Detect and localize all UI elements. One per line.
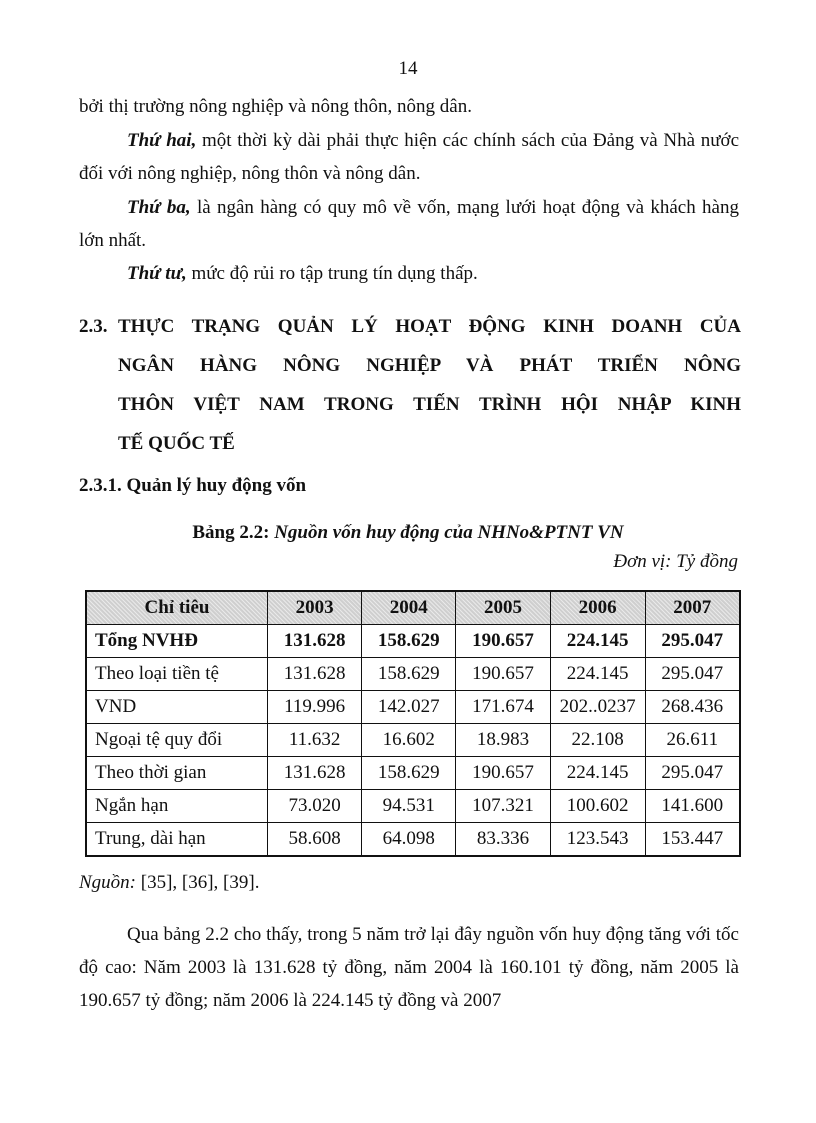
table-cell: 119.996	[268, 691, 362, 724]
table-cell: 224.145	[550, 625, 645, 658]
table-cell: 158.629	[362, 658, 456, 691]
intro-line: bởi thị trường nông nghiệp và nông thôn, nông dân.	[79, 96, 472, 117]
header-cell: 2005	[456, 591, 550, 625]
data-table	[85, 590, 741, 857]
header-cell: 2007	[645, 591, 740, 625]
point-text: mức độ rủi ro tập trung tín dụng thấp.	[186, 263, 478, 284]
table-cell: 131.628	[268, 625, 362, 658]
table-cell: 131.628	[268, 757, 362, 790]
point-lead: Thứ tư,	[127, 263, 187, 284]
table-cell: 131.628	[268, 658, 362, 691]
table-cell: 22.108	[550, 724, 645, 757]
section-heading-line: TẾ QUỐC TẾ	[118, 433, 235, 454]
row-label: Theo loại tiền tệ	[86, 658, 268, 691]
section-heading-line: THÔN VIỆT NAM TRONG TIẾN TRÌNH HỘI NHẬP KINH	[118, 394, 741, 415]
table-cell: 26.611	[645, 724, 740, 757]
table-row	[86, 724, 740, 757]
row-label: Tổng NVHĐ	[86, 625, 268, 658]
point-text: một thời kỳ dài phải thực hiện các chính sách của Đảng và Nhà nước đối với nông nghiệp, nông thôn và nông dân.	[79, 130, 740, 184]
table-cell: 153.447	[645, 823, 740, 857]
table-cell: 295.047	[645, 757, 740, 790]
table-cell: 141.600	[645, 790, 740, 823]
table-cell: 268.436	[645, 691, 740, 724]
table-caption-label: Bảng 2.2:	[192, 522, 270, 543]
row-label: VND	[86, 691, 268, 724]
header-cell: Chỉ tiêu	[86, 591, 268, 625]
point-text: là ngân hàng có quy mô về vốn, mạng lưới hoạt động và khách hàng lớn nhất.	[79, 197, 739, 251]
point-second	[79, 124, 739, 190]
table-row	[86, 757, 740, 790]
table-cell: 16.602	[362, 724, 456, 757]
table-cell: 64.098	[362, 823, 456, 857]
table-cell: 224.145	[550, 658, 645, 691]
table-unit: Đơn vị: Tỷ đồng	[613, 551, 738, 572]
table-header-row	[86, 591, 740, 625]
table-cell: 83.336	[456, 823, 550, 857]
section-number: 2.3.	[79, 316, 108, 337]
table-cell: 11.632	[268, 724, 362, 757]
table-row	[86, 691, 740, 724]
header-cell: 2006	[550, 591, 645, 625]
table-cell: 142.027	[362, 691, 456, 724]
row-label: Ngắn hạn	[86, 790, 268, 823]
table-row	[86, 790, 740, 823]
table-cell: 18.983	[456, 724, 550, 757]
table-caption-title: Nguồn vốn huy động của NHNo&PTNT VN	[269, 522, 624, 543]
table-cell: 100.602	[550, 790, 645, 823]
point-third	[79, 191, 739, 257]
source-label: Nguồn:	[79, 872, 136, 893]
table-cell: 190.657	[456, 658, 550, 691]
table-cell: 202..0237	[550, 691, 645, 724]
page-number: 14	[398, 58, 418, 79]
table-cell: 73.020	[268, 790, 362, 823]
table-source	[79, 872, 259, 894]
table-cell: 171.674	[456, 691, 550, 724]
header-cell: 2004	[362, 591, 456, 625]
table-cell: 158.629	[362, 625, 456, 658]
section-heading-line: 2.3. THỰC TRẠNG QUẢN LÝ HOẠT ĐỘNG KINH DOANH CỦA	[79, 307, 741, 346]
row-label: Ngoại tệ quy đổi	[86, 724, 268, 757]
table-cell: 295.047	[645, 625, 740, 658]
point-fourth	[79, 257, 739, 290]
point-lead: Thứ hai,	[127, 130, 197, 151]
sub-heading: 2.3.1. Quản lý huy động vốn	[79, 475, 307, 496]
table-cell: 107.321	[456, 790, 550, 823]
table-cell: 224.145	[550, 757, 645, 790]
row-label: Theo thời gian	[86, 757, 268, 790]
row-label: Trung, dài hạn	[86, 823, 268, 857]
header-cell: 2003	[268, 591, 362, 625]
table-cell: 295.047	[645, 658, 740, 691]
table-cell: 94.531	[362, 790, 456, 823]
table-cell: 190.657	[456, 625, 550, 658]
source-text: [35], [36], [39].	[136, 872, 260, 893]
table-cell: 158.629	[362, 757, 456, 790]
closing-paragraph: Qua bảng 2.2 cho thấy, trong 5 năm trở lại đây nguồn vốn huy động tăng với tốc độ cao: Năm 2003 là 131.628 tỷ đồng, năm 2004 là 160.101 tỷ đồng, năm 2005 là 190.657 tỷ đồng; năm 2006 là 224.145 tỷ đồng và 2007	[79, 924, 739, 1011]
table-caption	[0, 522, 816, 544]
point-lead: Thứ ba,	[127, 197, 191, 218]
table-row	[86, 625, 740, 658]
section-heading	[79, 307, 741, 463]
table-cell: 123.543	[550, 823, 645, 857]
table-row	[86, 658, 740, 691]
table-cell: 58.608	[268, 823, 362, 857]
table-row	[86, 823, 740, 857]
table-cell: 190.657	[456, 757, 550, 790]
section-heading-line: NGÂN HÀNG NÔNG NGHIỆP VÀ PHÁT TRIỂN NÔNG	[118, 355, 741, 376]
